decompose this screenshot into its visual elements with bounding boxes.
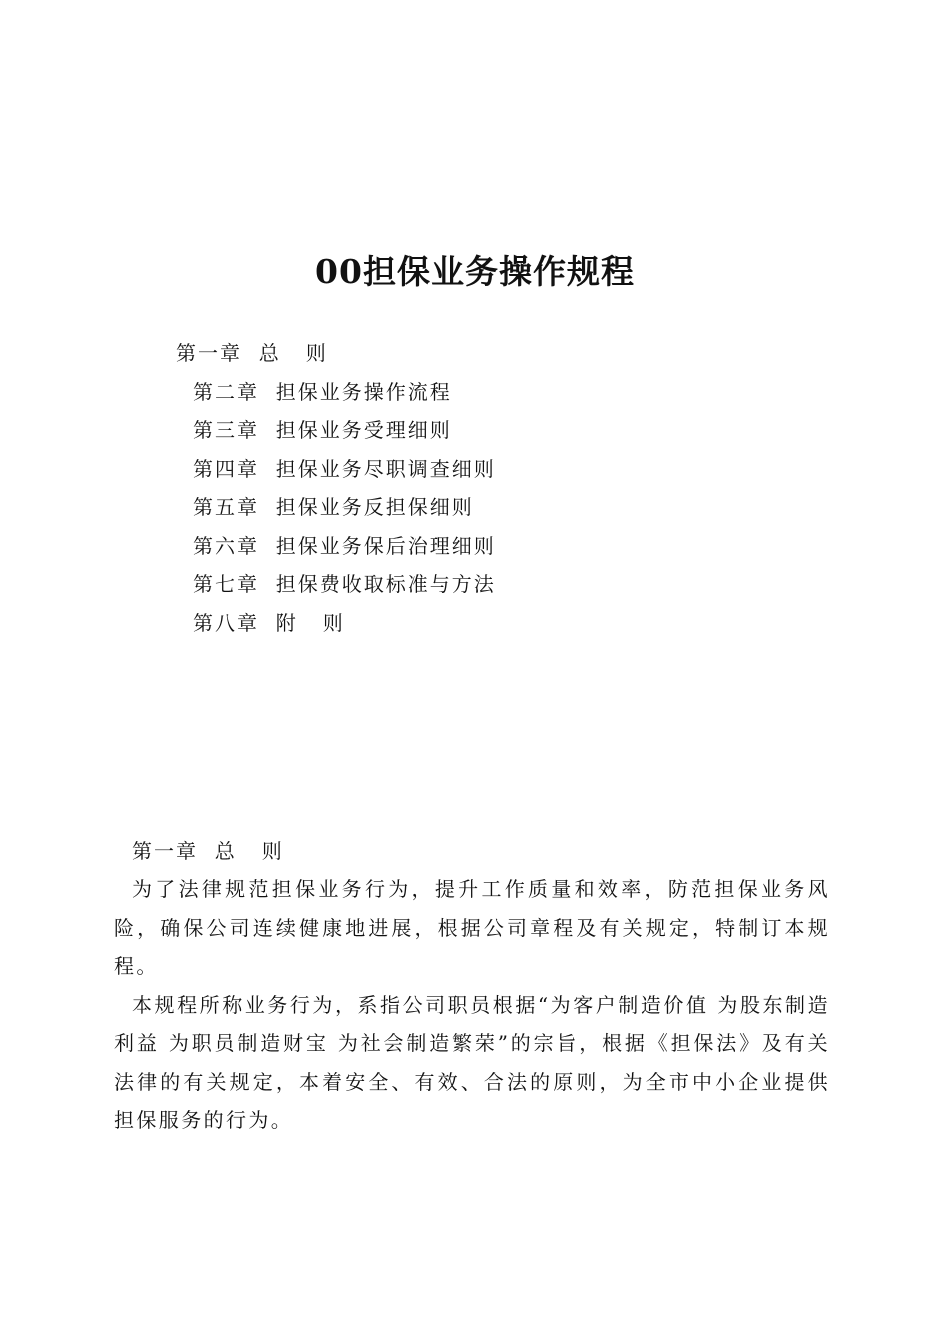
toc-item-chapter-2: 第二章 担保业务操作流程 bbox=[193, 379, 452, 404]
chapter-1-heading: 第一章 总 则 bbox=[132, 839, 284, 863]
toc-item-chapter-6: 第六章 担保业务保后治理细则 bbox=[193, 533, 496, 558]
toc-item-chapter-3: 第三章 担保业务受理细则 bbox=[193, 418, 452, 442]
toc-item-chapter-4: 第四章 担保业务尽职调查细则 bbox=[193, 456, 496, 481]
toc-item-chapter-1: 第一章 总 则 bbox=[176, 341, 328, 365]
document-title: 00担保业务操作规程 bbox=[315, 252, 635, 291]
toc-item-chapter-7: 第七章 担保费收取标准与方法 bbox=[193, 572, 496, 596]
toc-item-chapter-8: 第八章 附 则 bbox=[193, 610, 345, 635]
chapter-1-section bbox=[114, 832, 830, 1140]
toc-item-chapter-5: 第五章 担保业务反担保细则 bbox=[193, 495, 474, 519]
chapter-1-paragraph-2: 本规程所称业务行为，系指公司职员根据“为客户制造价值 为股东制造利益 为职员制造财宝 为社会制造繁荣”的宗旨，根据《担保法》及有关法律的有关规定，本着安全、有效、合法的原则，为全市中小企业提供担保服务的行为。 bbox=[114, 992, 830, 1132]
table-of-contents bbox=[176, 334, 496, 642]
chapter-1-paragraph-1: 为了法律规范担保业务行为，提升工作质量和效率，防范担保业务风险，确保公司连续健康地进展，根据公司章程及有关规定，特制订本规程。 bbox=[114, 877, 830, 978]
